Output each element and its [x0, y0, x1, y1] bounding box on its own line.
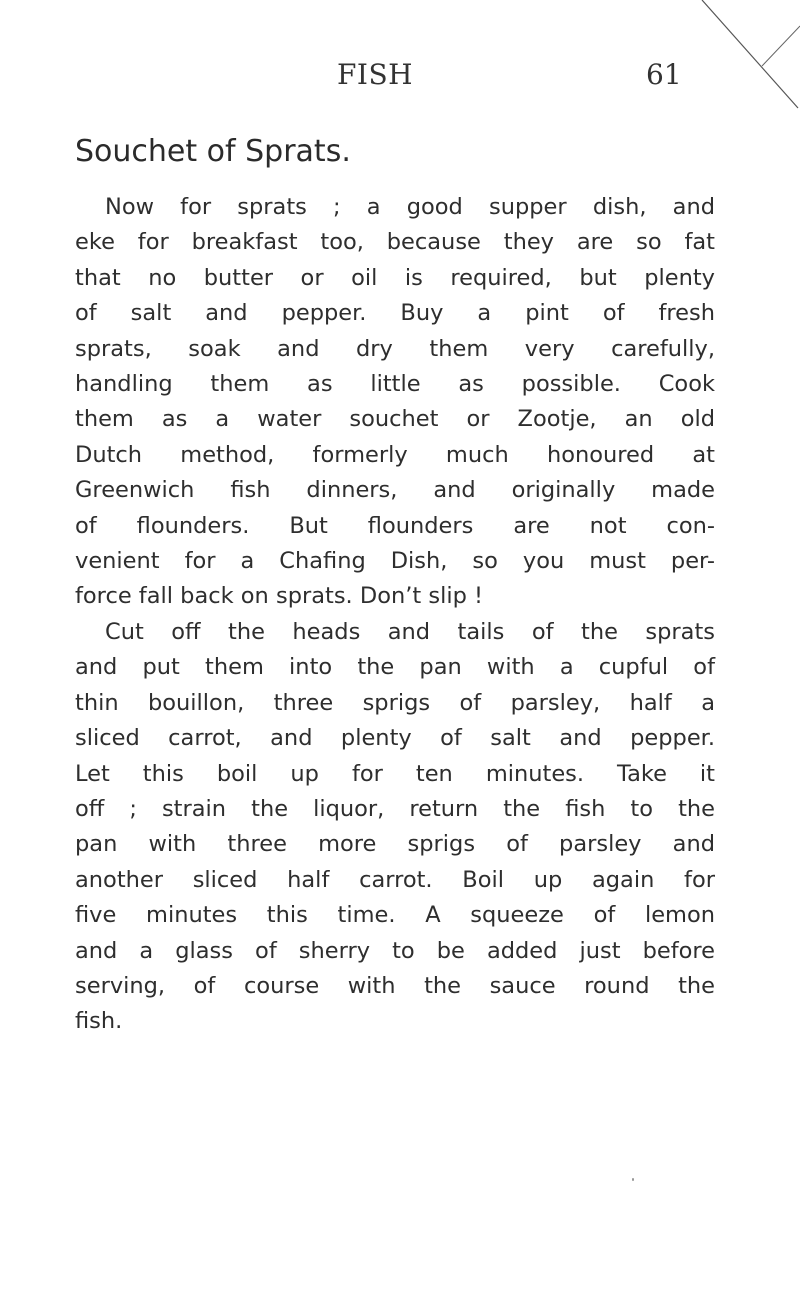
text-line: and put them into the pan with a cupful of [75, 654, 715, 681]
text-line: sliced carrot, and plenty of salt and pepper. [75, 725, 715, 752]
text-line: venient for a Chafing Dish, so you must per- [75, 548, 715, 575]
text-line: pan with three more sprigs of parsley and [75, 831, 715, 858]
text-line: force fall back on sprats. Don’t slip ! [75, 583, 484, 610]
text-line: that no butter or oil is required, but plenty [75, 264, 715, 291]
text-line: of flounders. But flounders are not con- [75, 512, 715, 539]
corner-line-long [702, 0, 798, 108]
running-head [0, 52, 800, 92]
text-line: fish. [75, 1008, 123, 1035]
recipe-body [75, 190, 715, 1040]
text-line: them as a water souchet or Zootje, an old [75, 406, 715, 433]
text-line: eke for breakfast too, because they are so fat [75, 229, 715, 256]
text-line: of salt and pepper. Buy a pint of fresh [75, 300, 715, 327]
text-line: off ; strain the liquor, return the fish to the [75, 795, 715, 822]
text-line: another sliced half carrot. Boil up again for [75, 866, 715, 893]
paragraph-method [75, 615, 715, 1040]
text-line: five minutes this time. A squeeze of lemon [75, 902, 715, 929]
text-line: Let this boil up for ten minutes. Take it [75, 760, 715, 787]
text-line: Cut off the heads and tails of the sprats [105, 618, 715, 645]
text-line: and a glass of sherry to be added just before [75, 937, 715, 964]
text-line: Now for sprats ; a good supper dish, and [105, 194, 715, 220]
paper-speck [632, 1178, 634, 1181]
page-number: 61 [646, 58, 682, 91]
recipe-title: Souchet of Sprats. [75, 134, 351, 169]
text-line: Greenwich fish dinners, and originally made [75, 477, 715, 504]
text-line: thin bouillon, three sprigs of parsley, half a [75, 689, 715, 716]
corner-fold-mark [700, 0, 800, 110]
text-line: Dutch method, formerly much honoured at [75, 441, 715, 468]
section-name: FISH [337, 58, 414, 91]
corner-line-short [762, 26, 800, 66]
paragraph-intro [75, 190, 715, 615]
text-line: sprats, soak and dry them very carefully, [75, 335, 715, 362]
text-line: handling them as little as possible. Cook [75, 371, 715, 398]
text-line: serving, of course with the sauce round the [75, 972, 715, 999]
